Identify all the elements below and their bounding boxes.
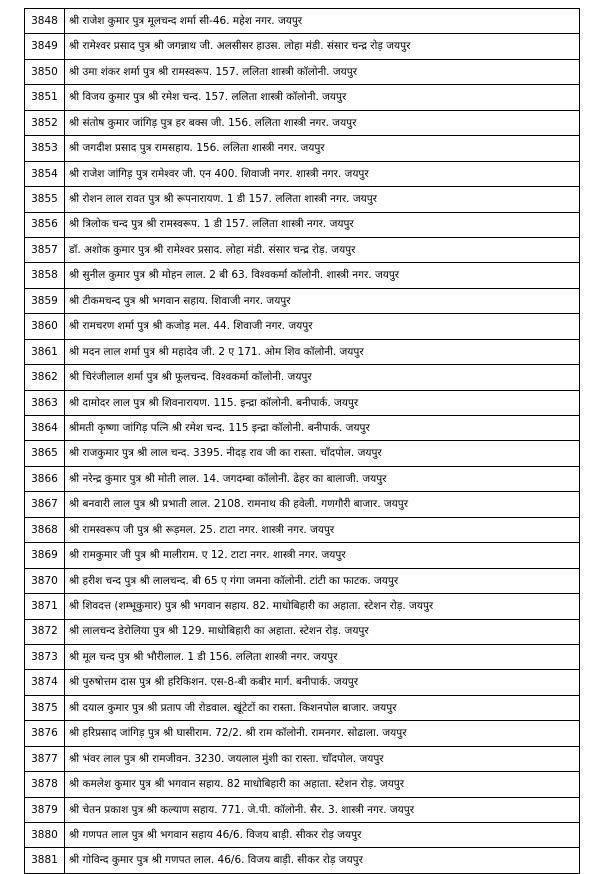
serial-number-cell: 3874: [25, 670, 65, 695]
table-row: [25, 416, 580, 441]
member-table-body: [25, 9, 580, 874]
serial-number-cell: 3877: [25, 746, 65, 771]
table-row: [25, 823, 580, 848]
table-row: [25, 34, 580, 59]
table-row: [25, 237, 580, 262]
serial-number-cell: 3870: [25, 568, 65, 593]
serial-number-cell: 3865: [25, 441, 65, 466]
table-row: [25, 9, 580, 34]
table-row: [25, 59, 580, 84]
table-row: [25, 263, 580, 288]
member-detail-cell: श्री कमलेश कुमार पुत्र श्री भगवान सहाय. 82 माधोबिहारी का अहाता. स्टेशन रोड़. जयपुर: [65, 772, 580, 797]
table-row: [25, 339, 580, 364]
table-row: [25, 848, 580, 873]
member-detail-cell: श्री टीकमचन्द पुत्र श्री भगवान सहाय. शिवाजी नगर. जयपुर: [65, 288, 580, 313]
serial-number-cell: 3879: [25, 797, 65, 822]
serial-number-cell: 3864: [25, 416, 65, 441]
table-row: [25, 594, 580, 619]
serial-number-cell: 3849: [25, 34, 65, 59]
member-detail-cell: श्री दामोदर लाल पुत्र श्री शिवनारायण. 115. इन्द्रा कॉलोनी. बनीपार्क. जयपुर: [65, 390, 580, 415]
table-row: [25, 187, 580, 212]
serial-number-cell: 3861: [25, 339, 65, 364]
table-row: [25, 721, 580, 746]
member-detail-cell: श्री रोशन लाल रावत पुत्र श्री रूपनारायण. 1 डी 157. ललिता शास्त्री नगर. जयपुर: [65, 187, 580, 212]
serial-number-cell: 3868: [25, 517, 65, 542]
table-row: [25, 212, 580, 237]
serial-number-cell: 3851: [25, 85, 65, 110]
serial-number-cell: 3860: [25, 314, 65, 339]
table-row: [25, 136, 580, 161]
member-detail-cell: श्री मूल चन्द पुत्र श्री भौरीलाल. 1 डी 156. ललिता शास्त्री नगर. जयपुर: [65, 644, 580, 669]
table-row: [25, 441, 580, 466]
serial-number-cell: 3863: [25, 390, 65, 415]
table-row: [25, 466, 580, 491]
member-detail-cell: श्री लालचन्द डेरोलिया पुत्र श्री 129. माधोबिहारी का अहाता. स्टेशन रोड़. जयपुर: [65, 619, 580, 644]
table-row: [25, 85, 580, 110]
member-detail-cell: श्री पुरुषोत्तम दास पुत्र श्री हरिकिशन. एस-8-बी कबीर मार्ग. बनीपार्क. जयपुर: [65, 670, 580, 695]
serial-number-cell: 3876: [25, 721, 65, 746]
table-row: [25, 568, 580, 593]
member-detail-cell: श्री दयाल कुमार पुत्र श्री प्रताप जी रोडवाल. खूंटेटों का रास्ता. किशनपोल बाजार. जयपुर: [65, 695, 580, 720]
serial-number-cell: 3859: [25, 288, 65, 313]
member-detail-cell: श्री राजेश जांगिड़ पुत्र रामेश्वर जी. एन 400. शिवाजी नगर. शास्त्री नगर. जयपुर: [65, 161, 580, 186]
table-row: [25, 492, 580, 517]
member-detail-cell: श्री रामचरण शर्मा पुत्र श्री कजोड़ मल. 44. शिवाजी नगर. जयपुर: [65, 314, 580, 339]
serial-number-cell: 3858: [25, 263, 65, 288]
table-row: [25, 695, 580, 720]
member-detail-cell: श्री त्रिलोक चन्द पुत्र श्री रामस्वरूप. 1 डी 157. ललिता शास्त्री नगर. जयपुर: [65, 212, 580, 237]
table-row: [25, 110, 580, 135]
table-row: [25, 619, 580, 644]
table-row: [25, 517, 580, 542]
serial-number-cell: 3848: [25, 9, 65, 34]
serial-number-cell: 3866: [25, 466, 65, 491]
member-detail-cell: श्री रामकुमार जी पुत्र श्री मालीराम. ए 12. टाटा नगर. शास्त्री नगर. जयपुर: [65, 543, 580, 568]
serial-number-cell: 3850: [25, 59, 65, 84]
serial-number-cell: 3855: [25, 187, 65, 212]
member-detail-cell: श्री भंवर लाल पुत्र श्री रामजीवन. 3230. जयलाल मुंशी का रास्ता. चाँदपोल. जयपुर: [65, 746, 580, 771]
serial-number-cell: 3871: [25, 594, 65, 619]
member-detail-cell: श्री चेतन प्रकाश पुत्र श्री कल्याण सहाय. 771. जे.पी. कॉलोनी. सैर. 3. शास्त्री नगर. जयपुर: [65, 797, 580, 822]
table-row: [25, 644, 580, 669]
serial-number-cell: 3881: [25, 848, 65, 873]
serial-number-cell: 3873: [25, 644, 65, 669]
table-row: [25, 772, 580, 797]
table-row: [25, 314, 580, 339]
member-detail-cell: श्री रामेश्वर प्रसाद पुत्र श्री जगन्नाथ जी. अलसीसर हाउस. लोहा मंडी. संसार चन्द्र रोड़ जयपुर: [65, 34, 580, 59]
member-detail-cell: श्री विजय कुमार पुत्र श्री रमेश चन्द. 157. ललिता शास्त्री कॉलोनी. जयपुर: [65, 85, 580, 110]
member-detail-cell: श्री संतोष कुमार जांगिड़ पुत्र हर बक्स जी. 156. ललिता शास्त्री नगर. जयपुर: [65, 110, 580, 135]
member-detail-cell: श्री जगदीश प्रसाद पुत्र रामसहाय. 156. ललिता शास्त्री नगर. जयपुर: [65, 136, 580, 161]
table-row: [25, 746, 580, 771]
serial-number-cell: 3867: [25, 492, 65, 517]
member-table: [24, 8, 580, 874]
member-detail-cell: श्री मदन लाल शर्मा पुत्र श्री महादेव जी. 2 ए 171. ओम शिव कॉलोनी. जयपुर: [65, 339, 580, 364]
table-row: [25, 670, 580, 695]
table-row: [25, 365, 580, 390]
member-detail-cell: श्रीमती कृष्णा जांगिड़ पत्नि श्री रमेश चन्द. 115 इन्द्रा कॉलोनी. बनीपार्क. जयपुर: [65, 416, 580, 441]
table-row: [25, 543, 580, 568]
serial-number-cell: 3872: [25, 619, 65, 644]
serial-number-cell: 3853: [25, 136, 65, 161]
member-detail-cell: श्री शिवदत्त (शम्भूकुमार) पुत्र श्री भगवान सहाय. 82. माधोबिहारी का अहाता. स्टेशन रोड़. जयपुर: [65, 594, 580, 619]
table-row: [25, 390, 580, 415]
member-detail-cell: श्री चिरंजीलाल शर्मा पुत्र श्री फूलचन्द. विश्वकर्मा कॉलोनी. जयपुर: [65, 365, 580, 390]
member-detail-cell: श्री बनवारी लाल पुत्र श्री प्रभाती लाल. 2108. रामनाथ की हवेली. गणगौरी बाजार. जयपुर: [65, 492, 580, 517]
member-detail-cell: श्री नरेन्द्र कुमार पुत्र श्री मोती लाल. 14. जगदम्बा कॉलोनी. ढेहर का बालाजी. जयपुर: [65, 466, 580, 491]
serial-number-cell: 3875: [25, 695, 65, 720]
member-detail-cell: श्री हरीश चन्द पुत्र श्री लालचन्द. बी 65 ए गंगा जमना कॉलोनी. टांटी का फाटक. जयपुर: [65, 568, 580, 593]
member-detail-cell: श्री सुनील कुमार पुत्र श्री मोहन लाल. 2 बी 63. विश्वकर्मा कॉलोनी. शास्त्री नगर. जयपुर: [65, 263, 580, 288]
member-list-sheet: [24, 8, 580, 874]
serial-number-cell: 3878: [25, 772, 65, 797]
serial-number-cell: 3869: [25, 543, 65, 568]
serial-number-cell: 3856: [25, 212, 65, 237]
member-detail-cell: डॉ. अशोक कुमार पुत्र श्री रामेश्वर प्रसाद. लोहा मंडी. संसार चन्द्र रोड़. जयपुर: [65, 237, 580, 262]
table-row: [25, 797, 580, 822]
member-detail-cell: श्री गोविन्द कुमार पुत्र श्री गणपत लाल. 46/6. विजय बाड़ी. सीकर रोड़ जयपुर: [65, 848, 580, 873]
member-detail-cell: श्री राजकुमार पुत्र श्री लाल चन्द. 3395. नीदड़ राव जी का रास्ता. चाँदपोल. जयपुर: [65, 441, 580, 466]
member-detail-cell: श्री गणपत लाल पुत्र श्री भगवान सहाय 46/6. विजय बाड़ी. सीकर रोड़ जयपुर: [65, 823, 580, 848]
serial-number-cell: 3857: [25, 237, 65, 262]
member-detail-cell: श्री हरिप्रसाद जांगिड़ पुत्र श्री घासीराम. 72/2. श्री राम कॉलोनी. रामनगर. सोढाला. जयपुर: [65, 721, 580, 746]
serial-number-cell: 3880: [25, 823, 65, 848]
table-row: [25, 161, 580, 186]
table-row: [25, 288, 580, 313]
serial-number-cell: 3862: [25, 365, 65, 390]
serial-number-cell: 3852: [25, 110, 65, 135]
serial-number-cell: 3854: [25, 161, 65, 186]
member-detail-cell: श्री उमा शंकर शर्मा पुत्र श्री रामस्वरूप. 157. ललिता शास्त्री कॉलोनी. जयपुर: [65, 59, 580, 84]
member-detail-cell: श्री राजेश कुमार पुत्र मूलचन्द शर्मा सी-46. महेश नगर. जयपुर: [65, 9, 580, 34]
member-detail-cell: श्री रामस्वरूप जी पुत्र श्री रूड़मल. 25. टाटा नगर. शास्त्री नगर. जयपुर: [65, 517, 580, 542]
